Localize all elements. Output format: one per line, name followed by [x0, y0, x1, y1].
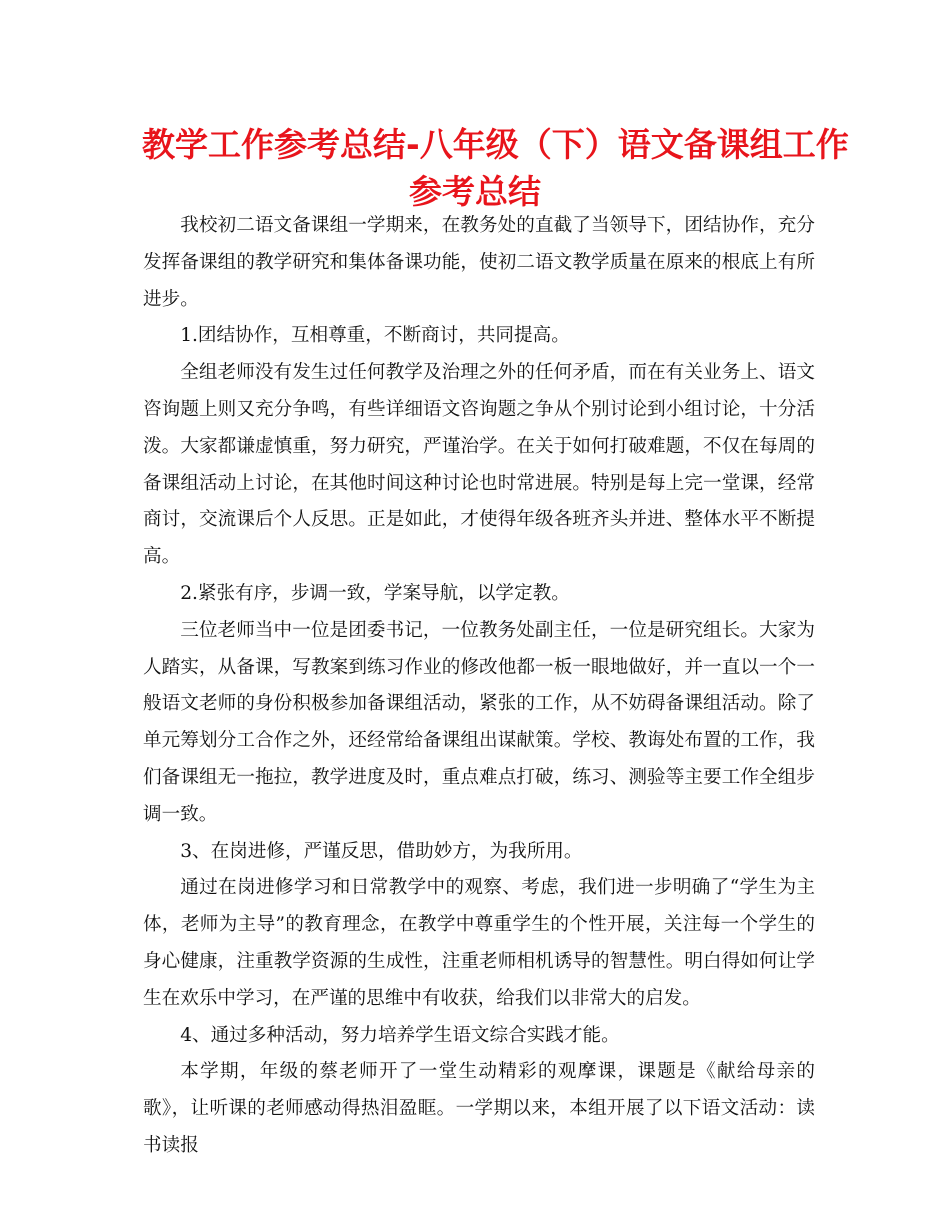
paragraph-section-3: 通过在岗进修学习和日常教学中的观察、考虑，我们进一步明确了“学生为主体，老师为主导”的教育理念，在教学中尊重学生的个性开展，关注每一个学生的身心健康，注重教学资源的生成性，注重老师相机诱导的智慧性。明白得如何让学生在欢乐中学习，在严谨的思维中有收获，给我们以非常大的启发。 — [143, 877, 815, 1009]
paragraph-intro: 我校初二语文备课组一学期来，在教务处的直截了当领导下，团结协作，充分发挥备课组的教学研究和集体备课功能，使初二语文教学质量在原来的根底上有所进步。 — [143, 215, 815, 310]
document-title-line-2: 参考总结 — [409, 172, 541, 211]
document-title-line-1: 教学工作参考总结-八年级（下）语文备课组工作 — [142, 125, 849, 164]
paragraph-section-1: 全组老师没有发生过任何教学及治理之外的任何矛盾，而在有关业务上、语文咨询题上则又充分争鸣，有些详细语文咨询题之争从个别讨论到小组讨论，十分活泼。大家都谦虚慎重，努力研究，严谨治学。在关于如何打破难题，不仅在每周的备课组活动上讨论，在其他时间这种讨论也时常进展。特别是每上完一堂课，经常商讨，交流课后个人反思。正是如此，才使得年级各班齐头并进、整体水平不断提高。 — [143, 362, 815, 568]
paragraph-section-4: 本学期，年级的蔡老师开了一堂生动精彩的观摩课，课题是《献给母亲的歌》，让听课的老师感动得热泪盈眶。一学期以来，本组开展了以下语文活动：读书读报 — [143, 1061, 815, 1156]
document-body — [143, 208, 815, 1165]
paragraph-section-2: 三位老师当中一位是团委书记，一位教务处副主任，一位是研究组长。大家为人踏实，从备课，写教案到练习作业的修改他都一板一眼地做好，并一直以一个一般语文老师的身份积极参加备课组活动，紧张的工作，从不妨碍备课组活动。除了单元筹划分工合作之外，还经常给备课组出谋献策。学校、教诲处布置的工作，我们备课组无一拖拉，教学进度及时，重点难点打破，练习、测验等主要工作全组步调一致。 — [143, 619, 815, 825]
section-heading-2: 2.紧张有序，步调一致，学案导航，以学定教。 — [180, 582, 570, 604]
section-heading-3: 3、在岗进修，严谨反思，借助妙方，为我所用。 — [180, 840, 583, 862]
section-heading-4: 4、通过多种活动，努力培养学生语文综合实践才能。 — [180, 1024, 620, 1046]
section-heading-1: 1.团结协作，互相尊重，不断商讨，共同提高。 — [180, 325, 570, 347]
